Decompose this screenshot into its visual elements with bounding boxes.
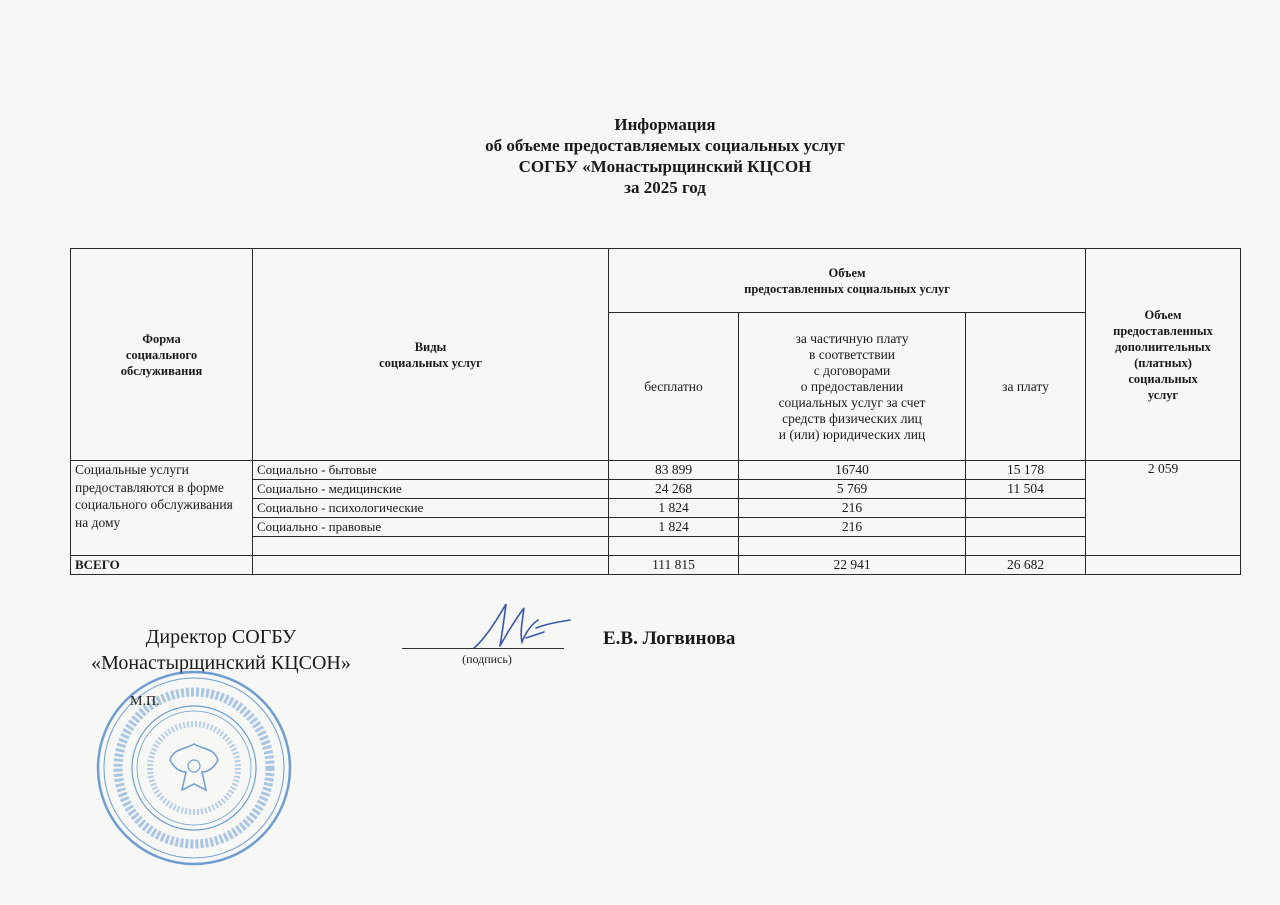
document-title bbox=[0, 114, 1280, 198]
row-type: Социально - правовые bbox=[253, 518, 609, 537]
row-paid: 15 178 bbox=[966, 461, 1086, 480]
row-type: Социально - бытовые bbox=[253, 461, 609, 480]
row-partial: 216 bbox=[739, 518, 966, 537]
row-partial: 16740 bbox=[739, 461, 966, 480]
row-free: 83 899 bbox=[609, 461, 739, 480]
header-volume: Объем предоставленных социальных услуг bbox=[609, 249, 1086, 313]
total-row bbox=[71, 556, 1241, 575]
row-partial: 216 bbox=[739, 499, 966, 518]
row-paid: 11 504 bbox=[966, 480, 1086, 499]
row-paid bbox=[966, 518, 1086, 537]
title-line-4: за 2025 год bbox=[624, 178, 706, 197]
title-line-3: СОГБУ «Монастырщинский КЦСОН bbox=[518, 157, 812, 176]
total-label: ВСЕГО bbox=[71, 556, 253, 575]
total-partial: 22 941 bbox=[739, 556, 966, 575]
row-free: 1 824 bbox=[609, 518, 739, 537]
table-row bbox=[71, 461, 1241, 480]
row-free: 24 268 bbox=[609, 480, 739, 499]
title-line-1: Информация bbox=[614, 115, 716, 134]
title-line-2: об объеме предоставляемых социальных услуг bbox=[485, 136, 845, 155]
row-free: 1 824 bbox=[609, 499, 739, 518]
header-paid: за плату bbox=[966, 313, 1086, 461]
row-partial: 5 769 bbox=[739, 480, 966, 499]
director-line-2: «Монастырщинский КЦСОН» bbox=[91, 652, 351, 674]
official-seal-stamp bbox=[94, 668, 294, 868]
total-free: 111 815 bbox=[609, 556, 739, 575]
row-type: Социально - психологические bbox=[253, 499, 609, 518]
row-paid bbox=[966, 499, 1086, 518]
header-form: Форма социального обслуживания bbox=[71, 249, 253, 461]
additional-value-cell: 2 059 bbox=[1086, 461, 1241, 556]
header-additional: Объем предоставленных дополнительных (платных) социальных услуг bbox=[1086, 249, 1241, 461]
signature-caption: (подпись) bbox=[462, 652, 512, 666]
signature-line bbox=[402, 648, 564, 649]
form-value-cell: Социальные услуги предоставляются в форме социального обслуживания на дому bbox=[71, 461, 253, 556]
services-table bbox=[70, 248, 1241, 575]
header-partial: за частичную плату в соответствии с договорами о предоставлении социальных услуг за счет средств физических лиц и (или) юридических лиц bbox=[739, 313, 966, 461]
header-free: бесплатно bbox=[609, 313, 739, 461]
director-line-1: Директор СОГБУ bbox=[145, 626, 297, 648]
signer-name: Е.В. Логвинова bbox=[603, 628, 736, 649]
header-types: Виды социальных услуг bbox=[253, 249, 609, 461]
total-paid: 26 682 bbox=[966, 556, 1086, 575]
mp-mark: М.П. bbox=[130, 694, 160, 709]
row-type: Социально - медицинские bbox=[253, 480, 609, 499]
